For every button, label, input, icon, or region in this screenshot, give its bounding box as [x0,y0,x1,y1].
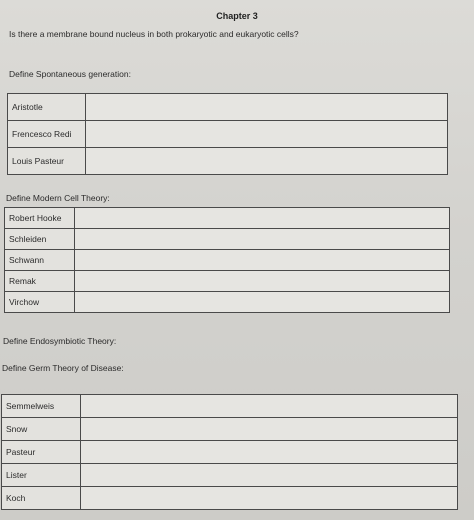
page-title: Chapter 3 [216,11,258,21]
scientist-name: Koch [2,487,81,510]
scientist-name: Pasteur [2,441,81,464]
table-row [5,229,450,250]
scientist-name: Virchow [5,292,75,313]
table-row [5,292,450,313]
answer-cell[interactable] [75,250,450,271]
endosymbiotic-theory-prompt: Define Endosymbiotic Theory: [3,336,117,346]
answer-cell[interactable] [75,292,450,313]
answer-cell[interactable] [81,441,458,464]
germ-theory-prompt: Define Germ Theory of Disease: [2,363,124,373]
scientist-name: Remak [5,271,75,292]
table-row [8,121,448,148]
scientist-name: Robert Hooke [5,208,75,229]
scientist-name: Semmelweis [2,395,81,418]
answer-cell[interactable] [86,148,448,175]
table-row [8,148,448,175]
table-row [8,94,448,121]
answer-cell[interactable] [81,395,458,418]
answer-cell[interactable] [81,487,458,510]
scientist-name: Aristotle [8,94,86,121]
table-row [2,441,458,464]
table-row [2,395,458,418]
cell-theory-prompt: Define Modern Cell Theory: [6,193,110,203]
table-row [2,464,458,487]
table-row [2,487,458,510]
table-row [2,418,458,441]
answer-cell[interactable] [75,208,450,229]
scientist-name: Louis Pasteur [8,148,86,175]
scientist-name: Lister [2,464,81,487]
scientist-name: Schleiden [5,229,75,250]
scientist-name: Schwann [5,250,75,271]
answer-cell[interactable] [75,271,450,292]
membrane-question: Is there a membrane bound nucleus in both prokaryotic and eukaryotic cells? [9,29,299,39]
spontaneous-generation-table [7,93,448,175]
answer-cell[interactable] [75,229,450,250]
answer-cell[interactable] [86,121,448,148]
table-row [5,250,450,271]
table-row [5,271,450,292]
cell-theory-table [4,207,450,313]
germ-theory-table [1,394,458,510]
spontaneous-generation-prompt: Define Spontaneous generation: [9,69,131,79]
answer-cell[interactable] [86,94,448,121]
answer-cell[interactable] [81,464,458,487]
table-row [5,208,450,229]
scientist-name: Snow [2,418,81,441]
answer-cell[interactable] [81,418,458,441]
scientist-name: Frencesco Redi [8,121,86,148]
